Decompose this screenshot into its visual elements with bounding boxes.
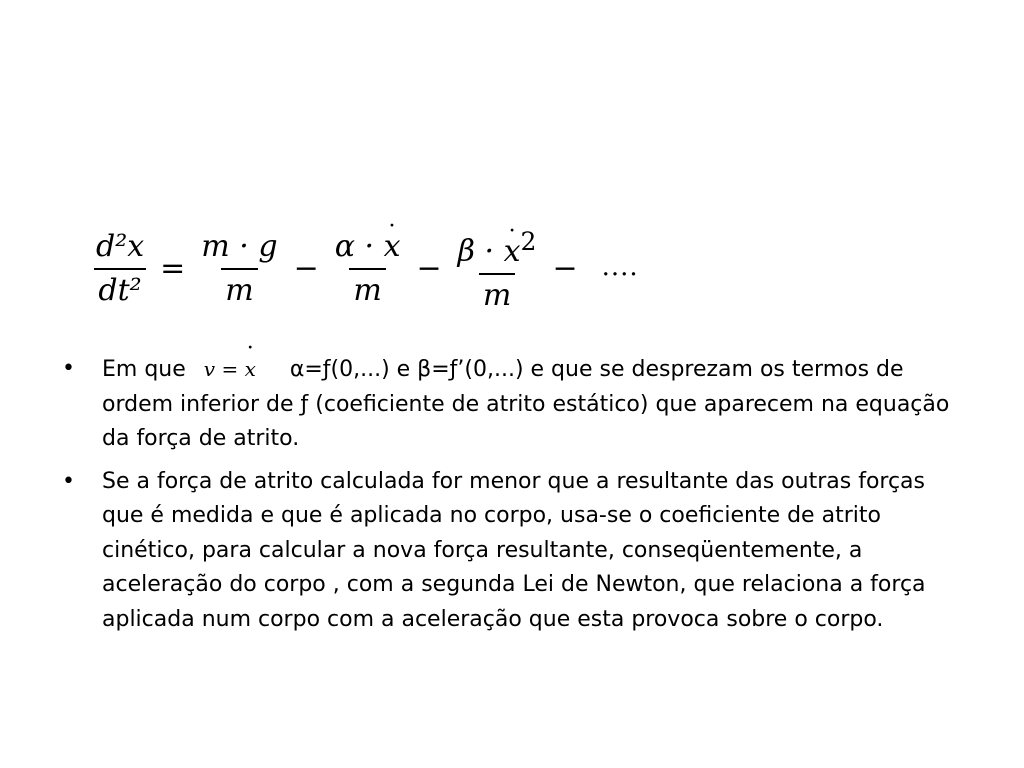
exponent: 2	[520, 227, 537, 256]
gravity-term-denominator: m	[221, 268, 257, 308]
bullet-text	[102, 352, 970, 457]
quadratic-friction-numerator	[454, 225, 541, 273]
quadratic-friction-denominator: m	[479, 273, 515, 313]
velocity-definition	[204, 357, 256, 381]
lhs-denominator: dt²	[94, 268, 145, 308]
gravity-term-numerator: m · g	[201, 229, 278, 264]
bullet-marker: •	[62, 468, 75, 494]
equation-of-motion	[90, 224, 639, 314]
linear-friction-term	[331, 230, 405, 308]
ellipsis: ....	[601, 252, 639, 282]
bullet-text-rest: α=ƒ(0,...) e β=ƒ’(0,...) e que se desprezam os termos de ordem inferior de ƒ (coeficiente de atrito estático) que aparecem na equação da força de atrito.	[102, 357, 950, 451]
bullet-text: Se a força de atrito calculada for menor que a resultante das outras forças que é medida e que é aplicada no corpo, usa-se o coeficiente de atrito cinético, para calcular a nova força resultante, conseqüentemente, a aceleração do corpo , com a segunda Lei de Newton, que relaciona a força aplicada num corpo com a aceleração que esta provoca sobre o corpo.	[102, 468, 926, 632]
linear-friction-denominator: m	[349, 268, 385, 308]
bullet-item	[60, 465, 970, 638]
minus-sign: −	[416, 251, 442, 286]
linear-friction-numerator	[331, 230, 405, 268]
minus-sign: −	[293, 251, 319, 286]
bullet-intro: Em que	[102, 357, 186, 382]
x-dot-symbol: · x	[245, 352, 256, 387]
lhs-numerator: d²x	[96, 229, 145, 264]
bullet-marker: •	[62, 356, 75, 381]
velocity-symbol: v =	[203, 357, 245, 381]
beta-symbol: β ·	[457, 234, 495, 269]
x-dot-symbol: · x	[504, 235, 521, 269]
bullet-item	[60, 352, 970, 457]
bullet-list	[60, 352, 970, 645]
alpha-symbol: α ·	[334, 229, 375, 264]
x-dot-symbol: · x	[384, 230, 401, 264]
equals-sign: =	[160, 251, 186, 286]
quadratic-friction-term	[454, 225, 541, 313]
minus-sign: −	[552, 251, 578, 286]
gravity-term	[197, 230, 281, 308]
lhs-fraction	[92, 230, 148, 308]
